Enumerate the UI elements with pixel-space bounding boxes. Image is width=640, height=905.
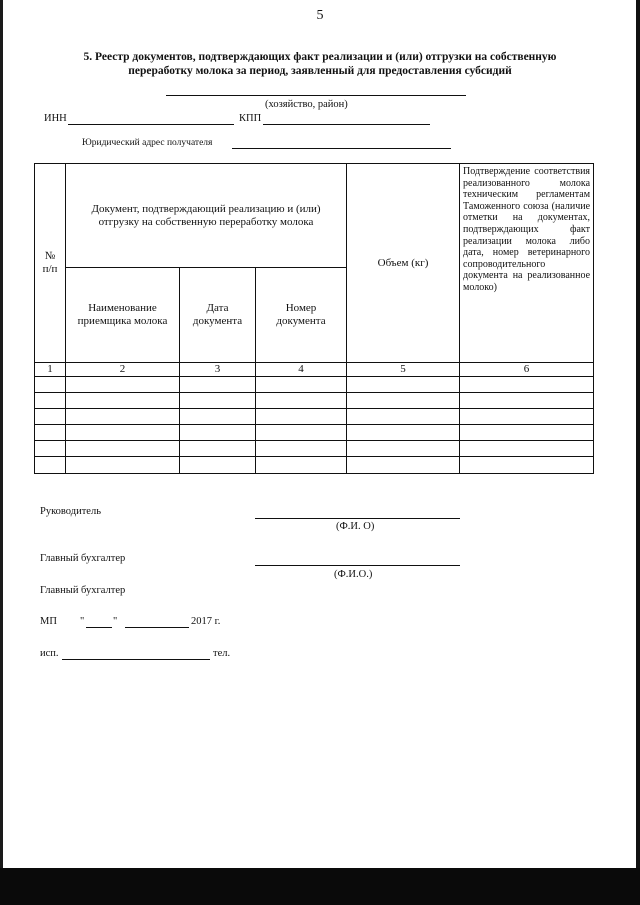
header-document-date: Дата документа — [180, 268, 256, 363]
column-number: 5 — [347, 363, 460, 377]
title-line-1: 5. Реестр документов, подтверждающих факт реализации и (или) отгрузки на собственную — [83, 51, 557, 63]
table-row — [35, 377, 594, 393]
document-title — [30, 50, 610, 78]
head-signature-line — [255, 518, 460, 519]
inn-label: ИНН — [44, 113, 67, 124]
farm-underline — [166, 95, 466, 96]
column-number: 4 — [256, 363, 347, 377]
registry-table — [34, 163, 594, 474]
accountant-caption: (Ф.И.О.) — [334, 569, 373, 580]
column-number: 2 — [66, 363, 180, 377]
header-row-number: № п/п — [35, 164, 66, 363]
month-underline — [125, 627, 189, 628]
inn-underline — [68, 124, 234, 125]
kpp-underline — [263, 124, 430, 125]
column-numbers-row — [35, 363, 594, 377]
accountant-label-second: Главный бухгалтер — [40, 585, 126, 596]
column-number: 6 — [460, 363, 594, 377]
head-label: Руководитель — [40, 506, 101, 517]
column-number: 1 — [35, 363, 66, 377]
table-row — [35, 393, 594, 409]
table-row — [35, 425, 594, 441]
accountant-signature-line — [255, 565, 460, 566]
stamp-label: МП — [40, 616, 57, 627]
table-row — [35, 441, 594, 457]
executor-label: исп. — [40, 648, 59, 659]
accountant-label: Главный бухгалтер — [40, 553, 126, 564]
date-open-quote: " — [80, 616, 85, 627]
date-close-quote: " — [113, 616, 118, 627]
header-confirmation: Подтверждение соответствия реализованного молока техническим регламентам Таможенного союза (наличие отметки на документах, подтверждающих факт реализации молока либо дата, номер ветеринарного сопроводительного документа на реализованное молоко) — [460, 164, 594, 363]
page-number: 5 — [316, 8, 324, 23]
kpp-label: КПП — [239, 113, 262, 124]
scan-right-edge — [636, 0, 640, 905]
header-document-group: Документ, подтверждающий реализацию и (или) отгрузку на собственную переработку молока — [66, 164, 347, 268]
scan-left-edge — [0, 0, 3, 905]
title-line-2: переработку молока за период, заявленный для предоставления субсидий — [128, 65, 512, 77]
header-document-number: Номер документа — [256, 268, 347, 363]
scan-bottom-edge — [0, 868, 640, 905]
head-caption: (Ф.И. О) — [336, 521, 375, 532]
address-underline — [232, 148, 451, 149]
table-row — [35, 457, 594, 474]
header-receiver-name: Наименование приемщика молока — [66, 268, 180, 363]
executor-underline — [62, 659, 210, 660]
column-number: 3 — [180, 363, 256, 377]
year-text: 2017 г. — [191, 616, 221, 627]
header-volume: Объем (кг) — [347, 164, 460, 363]
day-underline — [86, 627, 112, 628]
phone-label: тел. — [213, 648, 231, 659]
farm-caption: (хозяйство, район) — [265, 99, 348, 110]
table-row — [35, 409, 594, 425]
address-label: Юридический адрес получателя — [82, 138, 213, 148]
